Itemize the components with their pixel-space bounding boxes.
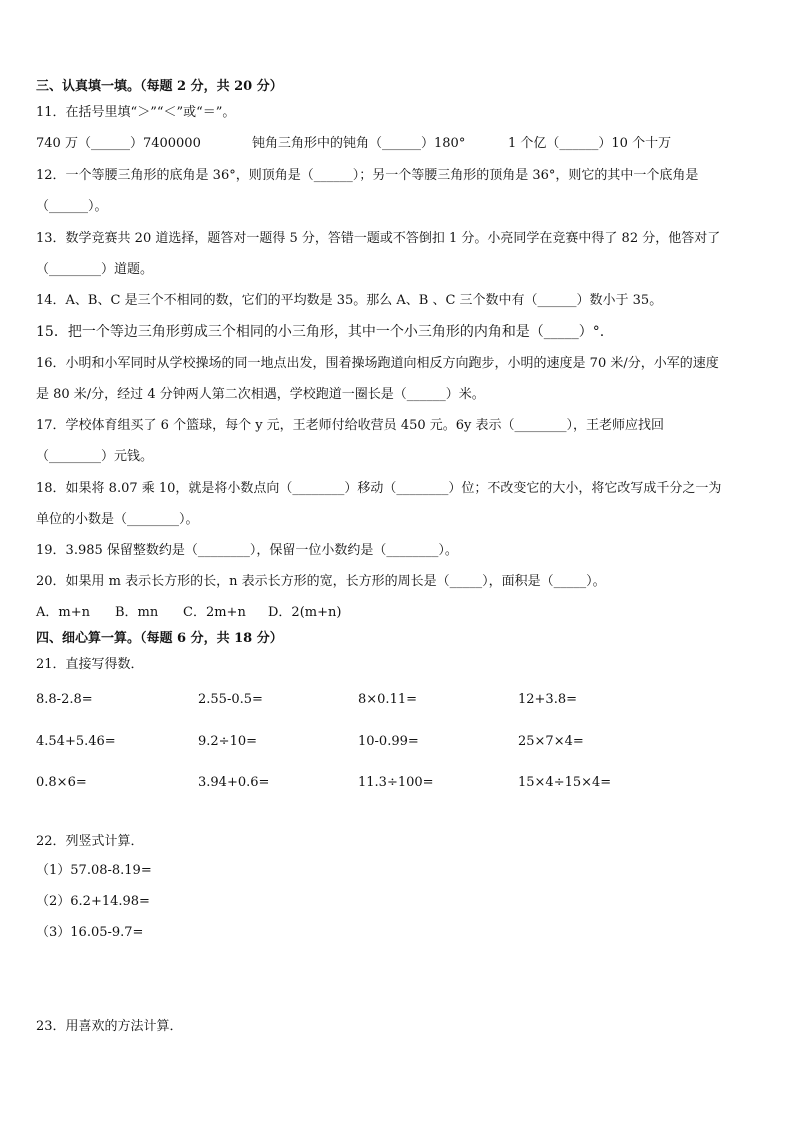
section4-title: 四、细心算一算。（每题 6 分，共 18 分） — [36, 631, 283, 646]
q21-cell: 4.54+5.46= — [36, 734, 116, 749]
q21-cell: 3.94+0.6= — [198, 775, 270, 790]
q22-item: （1）57.08-8.19= — [36, 863, 152, 878]
q21-cell: 0.8×6= — [36, 775, 87, 790]
q12-line2: （______）。 — [36, 199, 108, 214]
q18-line2: 单位的小数是（________）。 — [36, 512, 199, 527]
q20-option-c: C．2m+n — [183, 605, 246, 620]
q12-line1: 12．一个等腰三角形的底角是 36°，则顶角是（______）；另一个等腰三角形的顶角是 36°，则它的其中一个底角是 — [36, 168, 699, 183]
q21-text: 21．直接写得数． — [36, 657, 144, 672]
q17-line1: 17．学校体育组买了 6 个篮球，每个 y 元，王老师付给收营员 450 元。6y 表示（________），王老师应找回 — [36, 418, 665, 433]
q17-line2: （________）元钱。 — [36, 449, 154, 464]
q21-cell: 15×4÷15×4= — [518, 775, 612, 790]
q11-item-c: 1 个亿（______）10 个十万 — [508, 136, 672, 151]
q21-cell: 12+3.8= — [518, 692, 578, 707]
q21-cell: 8×0.11= — [358, 692, 418, 707]
q22-item: （2）6.2+14.98= — [36, 894, 150, 909]
q11-item-b: 钝角三角形中的钝角（______）180° — [252, 136, 466, 151]
q19-text: 19．3.985 保留整数约是（________），保留一位小数约是（________）。 — [36, 543, 458, 558]
q21-cell: 11.3÷100= — [358, 775, 434, 790]
q21-cell: 2.55-0.5= — [198, 692, 263, 707]
q16-line2: 是 80 米/分，经过 4 分钟两人第二次相遇，学校跑道一圈长是（______）米。 — [36, 387, 485, 402]
section3-title: 三、认真填一填。（每题 2 分，共 20 分） — [36, 79, 283, 94]
q13-line1: 13．数学竞赛共 20 道选择，题答对一题得 5 分，答错一题或不答倒扣 1 分。小亮同学在竞赛中得了 82 分，他答对了 — [36, 231, 721, 246]
q22-item: （3）16.05-9.7= — [36, 925, 144, 940]
q21-cell: 9.2÷10= — [198, 734, 258, 749]
q15-text: 15．把一个等边三角形剪成三个相同的小三角形，其中一个小三角形的内角和是（_____）°. — [36, 324, 605, 340]
q14-text: 14．A、B、C 是三个不相同的数，它们的平均数是 35。那么 A、B 、C 三个数中有（______）数小于 35。 — [36, 293, 663, 308]
q21-cell: 25×7×4= — [518, 734, 584, 749]
q11-item-a: 740 万（______）7400000 — [36, 136, 201, 151]
q11-text: 11．在括号里填“＞”“＜”或“＝”。 — [36, 105, 236, 120]
q18-line1: 18．如果将 8.07 乘 10，就是将小数点向（________）移动（________）位；不改变它的大小，将它改写成千分之一为 — [36, 481, 722, 496]
q20-option-a: A．m+n — [36, 605, 90, 620]
q16-line1: 16．小明和小军同时从学校操场的同一地点出发，围着操场跑道向相反方向跑步，小明的速度是 70 米/分，小军的速度 — [36, 356, 719, 371]
q20-line1: 20．如果用 m 表示长方形的长，n 表示长方形的宽，长方形的周长是（_____），面积是（_____）。 — [36, 574, 606, 589]
q20-option-b: B．mn — [115, 605, 159, 620]
q21-cell: 10-0.99= — [358, 734, 419, 749]
q21-cell: 8.8-2.8= — [36, 692, 93, 707]
q13-line2: （________）道题。 — [36, 262, 154, 277]
q23-text: 23．用喜欢的方法计算． — [36, 1019, 183, 1034]
q22-text: 22．列竖式计算． — [36, 834, 144, 849]
q20-option-d: D．2(m+n) — [268, 605, 342, 620]
